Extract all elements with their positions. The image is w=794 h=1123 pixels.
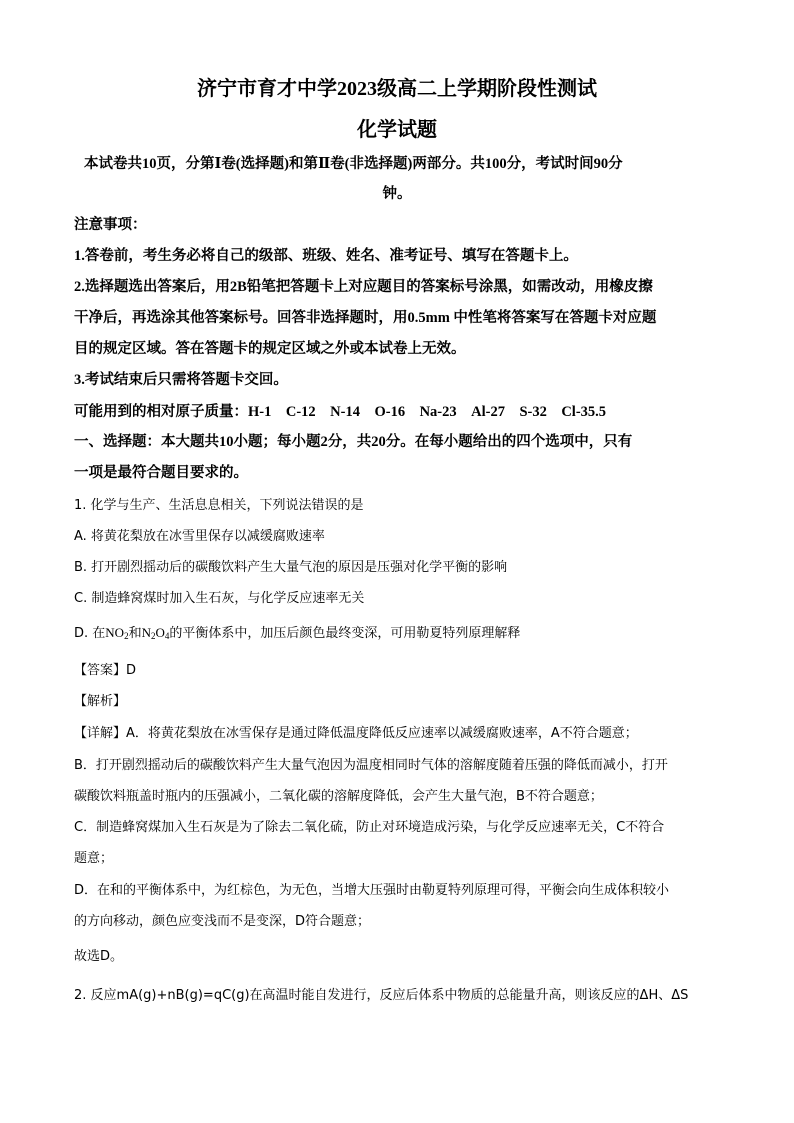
question-1-option-a: A. 将黄花梨放在冰雪里保存以减缓腐败速率: [74, 529, 325, 544]
question-1-option-d: [74, 622, 520, 641]
question-1-option-b: B. 打开剧烈摇动后的碳酸饮料产生大量气泡的原因是压强对化学平衡的影响: [74, 560, 508, 575]
detail-line-1: 【详解】A．将黄花梨放在冰雪保存是通过降低温度降低反应速率以减缓腐败速率，A不符合题意；: [74, 726, 638, 741]
question-1-analysis-label: 【解析】: [74, 694, 127, 709]
detail-line-6: D．在和的平衡体系中，为红棕色，为无色，当增大压强时由勒夏特列原理可得，平衡会向生成体积较小: [74, 883, 670, 898]
detail-line-5: 题意；: [74, 851, 114, 866]
formula-n2o4: $N_2O_4$: [141, 625, 170, 641]
notice-item-3: 3.考试结束后只需将答题卡交回。: [74, 372, 288, 388]
exam-subtitle: 化学试题: [357, 119, 437, 141]
detail-line-3: 碳酸饮料瓶盖时瓶内的压强减小，二氧化碳的溶解度降低，会产生大量气泡，B不符合题意；: [74, 789, 603, 804]
question-1-stem: 1. 化学与生产、生活息息相关，下列说法错误的是: [74, 498, 364, 513]
question-1-answer: 【答案】D: [74, 663, 137, 678]
detail-line-2: B．打开剧烈摇动后的碳酸饮料产生大量气泡因为温度相同时气体的溶解度随着压强的降低而减小，打开: [74, 758, 668, 773]
option-d-and: 和: [128, 626, 142, 641]
section-1-heading-cont: 一项是最符合题目要求的。: [74, 465, 248, 481]
option-d-prefix: D. 在: [74, 626, 106, 641]
notice-item-2-line-2: 干净后，再选涂其他答案标号。回答非选择题时，用0.5mm 中性笔将答案写在答题卡对应题: [74, 310, 657, 326]
formula-no2: $NO_2$: [105, 625, 129, 641]
notice-item-2-line-1: 2.选择题选出答案后，用2B铅笔把答题卡上对应题目的答案标号涂黑，如需改动，用橡皮擦: [74, 279, 653, 295]
option-d-suffix: 的平衡体系中，加压后颜色最终变深，可用勒夏特列原理解释: [169, 626, 521, 641]
intro-line-2: 钟。: [382, 186, 412, 202]
question-1-option-c: C. 制造蜂窝煤时加入生石灰，与化学反应速率无关: [74, 591, 365, 606]
detail-line-7: 的方向移动，颜色应变浅而不是变深，D符合题意；: [74, 914, 371, 929]
notice-heading: 注意事项：: [74, 217, 147, 233]
notice-item-1: 1.答卷前，考生务必将自己的级部、班级、姓名、准考证号、填写在答题卡上。: [74, 248, 578, 264]
exam-title: 济宁市育才中学2023级高二上学期阶段性测试: [197, 78, 597, 100]
intro-line-1: 本试卷共10页，分第Ⅰ卷(选择题)和第Ⅱ卷(非选择题)两部分。共100分，考试时间90分: [84, 156, 623, 172]
question-1-conclusion: 故选D。: [74, 949, 124, 964]
notice-item-2-line-3: 目的规定区域。答在答题卡的规定区域之外或本试卷上无效。: [74, 341, 466, 357]
section-1-heading: 一、选择题：本大题共10小题；每小题2分，共20分。在每小题给出的四个选项中，只有: [74, 434, 633, 450]
question-2-stem: 2. 反应mA(g)+nB(g)=qC(g)在高温时能自发进行，反应后体系中物质的总能量升高，则该反应的ΔH、ΔS: [74, 988, 689, 1003]
atomic-mass-list: 可能用到的相对原子质量：H-1 C-12 N-14 O-16 Na-23 Al-27 S-32 Cl-35.5: [74, 404, 607, 420]
detail-line-4: C．制造蜂窝煤加入生石灰是为了除去二氧化硫，防止对环境造成污染，与化学反应速率无关，C不符合: [74, 820, 665, 835]
